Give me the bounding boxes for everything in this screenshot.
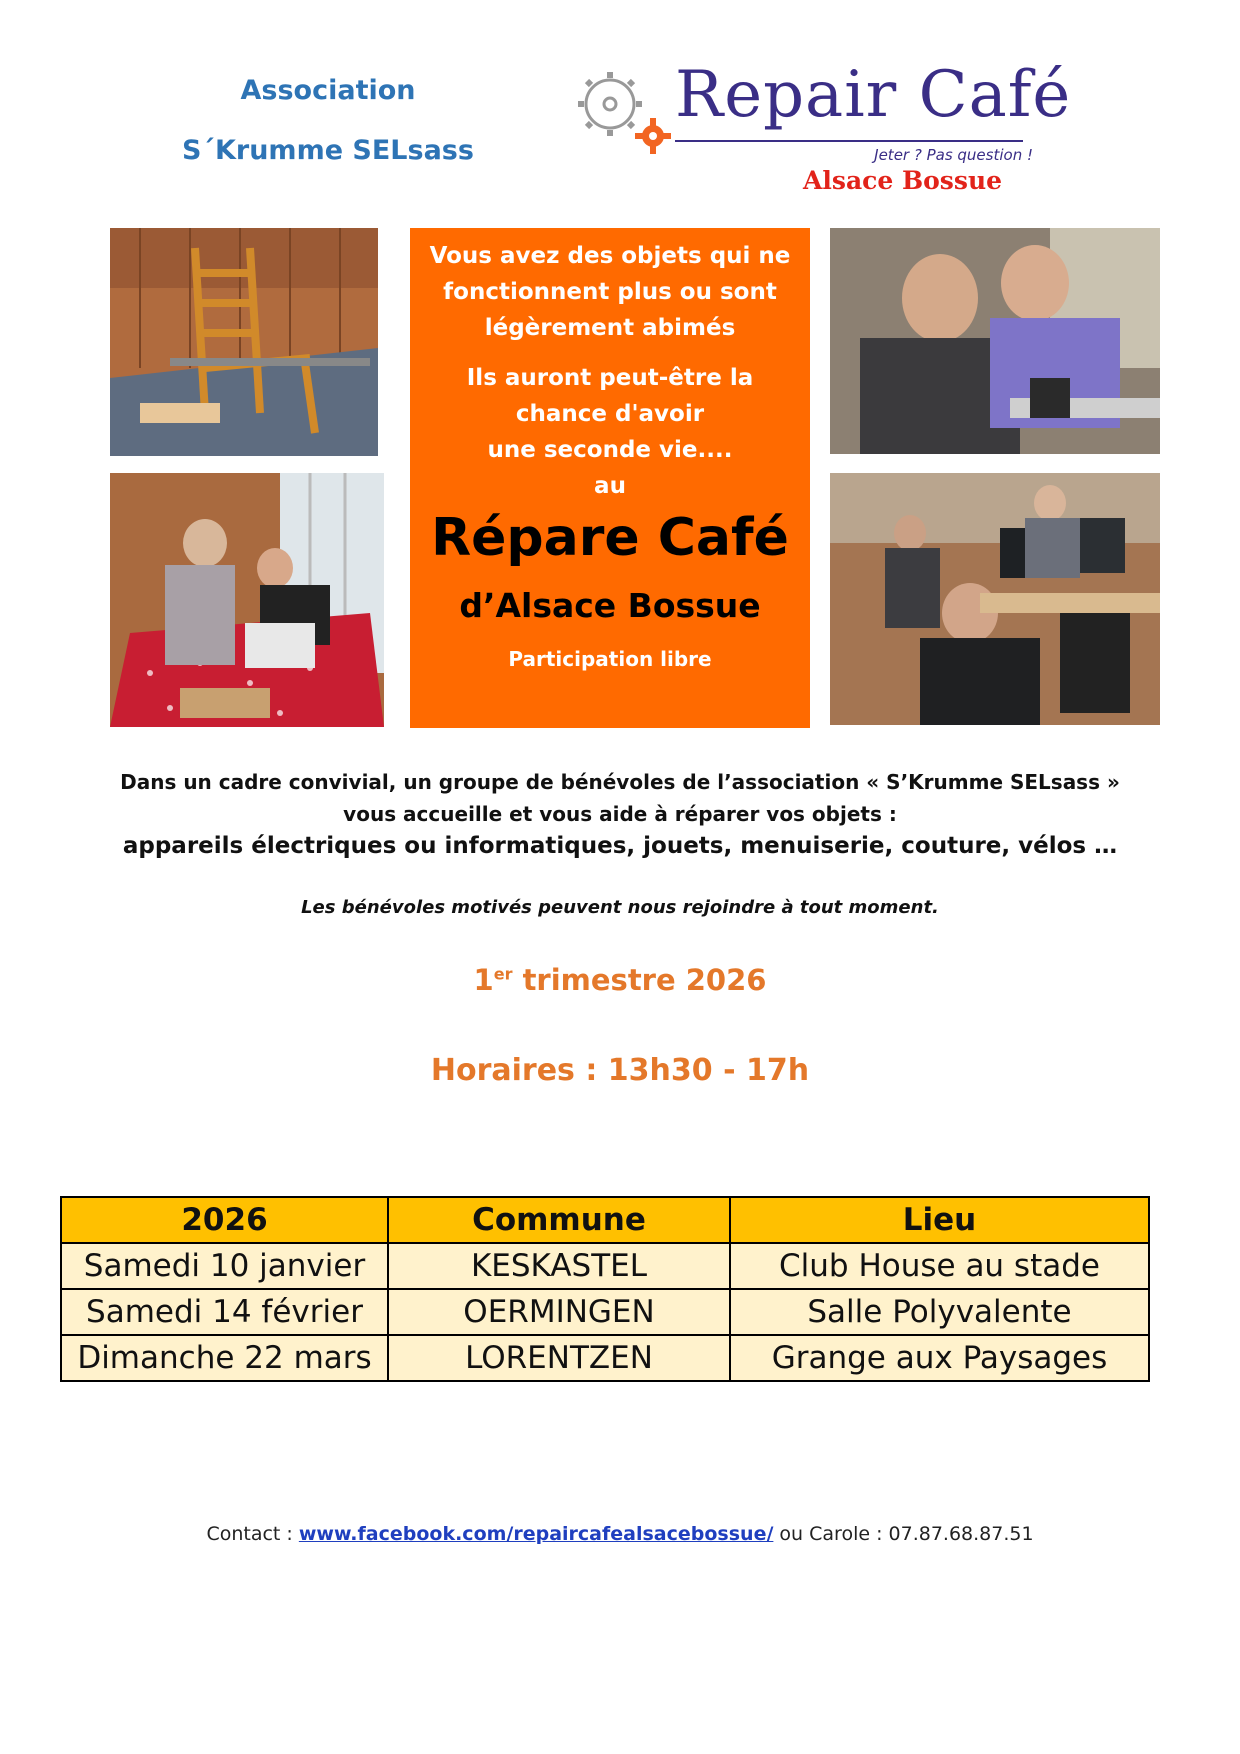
- repair-cafe-logo: [565, 58, 1072, 198]
- contact-line: [0, 1523, 1240, 1545]
- gear-icon: [565, 64, 675, 154]
- photo-chair-repair: [110, 228, 378, 456]
- quarter-heading: [0, 963, 1240, 997]
- header-lieu: Lieu: [730, 1197, 1149, 1243]
- volunteers-note: Les bénévoles motivés peuvent nous rejoindre à tout moment.: [301, 897, 939, 918]
- logo-divider: [675, 140, 1023, 142]
- cell-commune: OERMINGEN: [388, 1289, 730, 1335]
- photo-electronics-repair: [830, 228, 1160, 454]
- quarter-number: 1: [473, 963, 494, 997]
- hours: Horaires : 13h30 - 17h: [430, 1053, 810, 1088]
- photo-computer-repair: [830, 473, 1160, 725]
- panel-line-2: fonctionnent plus ou sont: [443, 279, 777, 305]
- contact-label: Contact :: [206, 1523, 299, 1545]
- association-name: S´Krumme SELsass: [182, 135, 474, 166]
- facebook-link[interactable]: www.facebook.com/repaircafealsacebossue/: [298, 1523, 774, 1545]
- table-row: [61, 1335, 1149, 1381]
- panel-line-1: Vous avez des objets qui ne: [429, 243, 791, 269]
- panel-title: Répare Café: [431, 508, 789, 568]
- association-label: Association: [240, 75, 416, 106]
- header-commune: Commune: [388, 1197, 730, 1243]
- cell-commune: LORENTZEN: [388, 1335, 730, 1381]
- panel-line-3: légèrement abimés: [484, 315, 736, 341]
- panel-subtitle: d’Alsace Bossue: [459, 586, 761, 625]
- intro-line-2: vous accueille et vous aide à réparer vos objets :: [343, 802, 897, 826]
- logo-title: Repair Café: [675, 58, 1072, 132]
- invitation-panel: [410, 228, 810, 728]
- intro-line-3: appareils électriques ou informatiques, jouets, menuiserie, couture, vélos …: [122, 833, 1118, 859]
- cell-lieu: Grange aux Paysages: [730, 1335, 1149, 1381]
- header-year: 2026: [61, 1197, 388, 1243]
- quarter-sup: er: [493, 964, 513, 984]
- table-header-row: [61, 1197, 1149, 1243]
- panel-line-6: une seconde vie....: [487, 437, 733, 463]
- intro-line-1: Dans un cadre convivial, un groupe de bénévoles de l’association « S’Krumme SELsass »: [120, 770, 1120, 794]
- cell-date: Samedi 10 janvier: [61, 1243, 388, 1289]
- cell-lieu: Salle Polyvalente: [730, 1289, 1149, 1335]
- logo-tagline: Jeter ? Pas question !: [874, 146, 1033, 164]
- photo-sewing-workshop: [110, 473, 384, 727]
- panel-line-4: Ils auront peut-être la: [466, 365, 754, 391]
- cell-commune: KESKASTEL: [388, 1243, 730, 1289]
- table-row: [61, 1289, 1149, 1335]
- panel-line-5: chance d'avoir: [515, 401, 705, 427]
- cell-date: Dimanche 22 mars: [61, 1335, 388, 1381]
- panel-line-7: au: [594, 473, 626, 499]
- cell-lieu: Club House au stade: [730, 1243, 1149, 1289]
- panel-participation: Participation libre: [508, 647, 712, 671]
- table-row: [61, 1243, 1149, 1289]
- logo-subtitle: Alsace Bossue: [803, 166, 1003, 195]
- cell-date: Samedi 14 février: [61, 1289, 388, 1335]
- schedule-table: [60, 1196, 1150, 1382]
- quarter-text: trimestre 2026: [512, 963, 767, 997]
- contact-phone: ou Carole : 07.87.68.87.51: [773, 1523, 1034, 1545]
